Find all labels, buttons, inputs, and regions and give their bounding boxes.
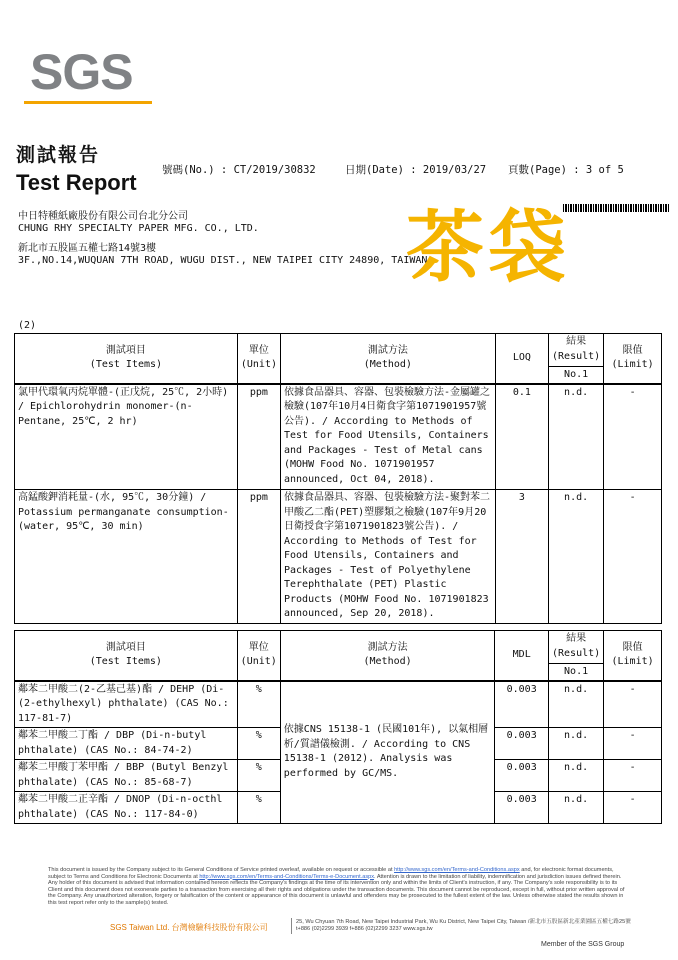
header-unit-label: 單位 (Unit)	[240, 344, 277, 371]
header-result	[549, 631, 604, 681]
header-unit	[237, 631, 280, 681]
header-result-no: No.1	[549, 366, 603, 383]
row-test-item: 高錳酸鉀消耗量-(水, 95℃, 30分鐘) / Potassium permanganate consumption-(water, 95℃, 30 min)	[15, 490, 238, 624]
row-test-item: 鄰苯二甲酸二丁酯 / DBP (Di-n-butyl phthalate) (CAS No.: 84-74-2)	[15, 728, 238, 760]
report-title-en: Test Report	[16, 170, 137, 195]
row-mdl: 0.003	[495, 792, 549, 824]
row-method: 依據食品器具、容器、包裝檢驗方法-聚對苯二甲酸乙二酯(PET)塑膠類之檢驗(107年9月20日衛授食字第1071901823號公告). / According to Methods of Test for Food Utensils, Containers and Packages - Test of Polyethylene Terephthalate (PET) Plastic Products (MOHW Food No. 1071901823 announced, Sep 20, 2018).	[280, 490, 495, 624]
header-test-items-label: 測試項目 (Test Items)	[89, 344, 163, 371]
row-loq: 3	[495, 490, 548, 624]
header-method	[280, 334, 495, 384]
header-test-items	[15, 334, 238, 384]
header-result-no: No.1	[549, 663, 603, 680]
row-test-item: 鄰苯二甲酸二正辛酯 / DNOP (Di-n-octhl phthalate) (CAS No.: 117-84-0)	[15, 792, 238, 824]
row-unit: %	[237, 728, 280, 760]
e-document-terms-link[interactable]: http://www.sgs.com/en/Terms-and-Conditions/Terms-e-Document.aspx	[199, 873, 375, 880]
footer-phone-line: t+886 (02)2299 3939 f+886 (02)2299 3237 www.sgs.tw	[296, 926, 433, 932]
sample-stamp: 茶袋	[406, 203, 571, 293]
footer-address	[296, 919, 631, 933]
row-unit: ppm	[237, 384, 280, 490]
header-mdl-label: MDL	[512, 649, 531, 660]
row-result: n.d.	[549, 760, 604, 792]
row-test-item: 鄰苯二甲酸二(2-乙基己基)酯 / DEHP (Di-(2-ethylhexyl) phthalate) (CAS No.: 117-81-7)	[15, 681, 238, 728]
header-result-label: 結果 (Result)	[552, 633, 601, 659]
header-loq-label: LOQ	[512, 352, 531, 363]
table-row	[15, 681, 662, 728]
header-limit	[604, 631, 662, 681]
row-mdl: 0.003	[495, 681, 549, 728]
row-method-merged: 依據CNS 15138-1 (民國101年), 以氣相層析/質譜儀檢測. / According to CNS 15138-1 (2012). Analysis was performed by GC/MS.	[280, 681, 495, 824]
row-result: n.d.	[549, 728, 604, 760]
row-unit: %	[237, 681, 280, 728]
row-limit: -	[604, 384, 662, 490]
header-test-items	[15, 631, 238, 681]
header-limit-label: 限值 (Limit)	[611, 344, 654, 371]
row-result: n.d.	[549, 681, 604, 728]
table-row	[15, 384, 662, 490]
footer-divider	[291, 918, 292, 934]
header-result	[549, 334, 604, 384]
header-test-items-label: 測試項目 (Test Items)	[89, 641, 162, 668]
row-test-item: 鄰苯二甲酸丁苯甲酯 / BBP (Butyl Benzyl phthalate) (CAS No.: 85-68-7)	[15, 760, 238, 792]
report-page: 頁數(Page) : 3 of 5	[508, 164, 624, 176]
header-mdl	[495, 631, 549, 681]
row-test-item: 氯甲代環氧丙烷單體-(正戊烷, 25℃, 2小時) / Epichlorohydrin monomer-(n-Pentane, 25℃, 2 hr)	[15, 384, 238, 490]
report-date: 日期(Date) : 2019/03/27	[345, 164, 487, 176]
row-result: n.d.	[549, 490, 604, 624]
report-title-cn: 測試報告	[16, 144, 101, 166]
section-index: (2)	[18, 320, 37, 331]
header-method-label: 測試方法 (Method)	[363, 641, 412, 668]
row-method: 依據食品器具、容器、包裝檢驗方法-金屬罐之檢驗(107年10月4日衛食字第1071901957號公告). / According to Methods of Test for Food Utensils, Containers and Packages - Test of Metal cans (MOHW Food No. 1071901957 announced, Oct 04, 2018).	[280, 384, 495, 490]
row-unit: %	[237, 760, 280, 792]
header-limit	[604, 334, 662, 384]
header-method-label: 測試方法 (Method)	[363, 344, 412, 371]
table-row	[15, 490, 662, 624]
row-limit: -	[604, 760, 662, 792]
row-unit: ppm	[237, 490, 280, 624]
logo-text: SGS	[30, 44, 133, 100]
sgs-logo	[24, 42, 154, 104]
row-mdl: 0.003	[495, 760, 549, 792]
report-number: 號碼(No.) : CT/2019/30832	[162, 164, 316, 176]
header-unit-label: 單位 (Unit)	[240, 641, 277, 668]
header-result-label: 結果 (Result)	[552, 336, 601, 362]
header-limit-label: 限值 (Limit)	[611, 641, 654, 668]
applicant-name-en: CHUNG RHY SPECIALTY PAPER MFG. CO., LTD.	[18, 223, 259, 234]
row-loq: 0.1	[495, 384, 548, 490]
footer-company: SGS Taiwan Ltd. 台灣檢驗科技股份有限公司	[110, 923, 268, 932]
footer-address-line: 25, Wu Chyuan 7th Road, New Taipei Industrial Park, Wu Ku District, New Taipei City, Taiwan /新北市五股區新北產業園區五權七路25號	[296, 919, 631, 925]
applicant-name-cn: 中日特種紙廠股份有限公司台北分公司	[18, 211, 188, 222]
row-limit: -	[604, 728, 662, 760]
row-limit: -	[604, 490, 662, 624]
footer-disclaimer	[48, 867, 632, 907]
row-result: n.d.	[549, 792, 604, 824]
logo-underline	[24, 101, 152, 104]
footer-member: Member of the SGS Group	[541, 941, 625, 948]
applicant-address-en: 3F.,NO.14,WUQUAN 7TH ROAD, WUGU DIST., NEW TAIPEI CITY 24890, TAIWAN	[18, 255, 428, 266]
row-unit: %	[237, 792, 280, 824]
results-table-2	[14, 630, 662, 824]
disclaimer-text-3: . Attention is drawn to the limitation of liability, indemnification and jurisdiction issues defined therein. Any holder of this document is advised that information contained hereon reflects the Company's findings at the time of its intervention only and within the limits of Client's instruction, if any. The Company's sole responsibility is to its Client and this document does not exonerate parties to a transaction from exercising all their rights and obligations under the transaction documents. This document cannot be reproduced, except in full, without prior written approval of the Company. Any unauthorized alteration, forgery or falsification of the content or appearance of this document is unlawful and offenders may be prosecuted to the fullest extent of the law. Unless otherwise stated the results shown in this test report refer only to the sample(s) tested.	[48, 873, 625, 906]
row-mdl: 0.003	[495, 728, 549, 760]
row-result: n.d.	[549, 384, 604, 490]
terms-link[interactable]: http://www.sgs.com/en/Terms-and-Conditions.aspx	[394, 867, 520, 873]
header-method	[280, 631, 495, 681]
disclaimer-text-1: This document is issued by the Company subject to its General Conditions of Service printed overleaf, available on request or accessible at	[48, 867, 395, 873]
header-unit	[237, 334, 280, 384]
barcode	[563, 204, 669, 212]
row-limit: -	[604, 792, 662, 824]
disclaimer-text-2: and, for electronic format documents, subject to Terms and Conditions for Electronic Documents at	[48, 867, 614, 880]
results-table-1	[14, 333, 662, 624]
row-limit: -	[604, 681, 662, 728]
header-loq	[495, 334, 548, 384]
applicant-address-cn: 新北市五股區五權七路14號3樓	[18, 243, 157, 254]
